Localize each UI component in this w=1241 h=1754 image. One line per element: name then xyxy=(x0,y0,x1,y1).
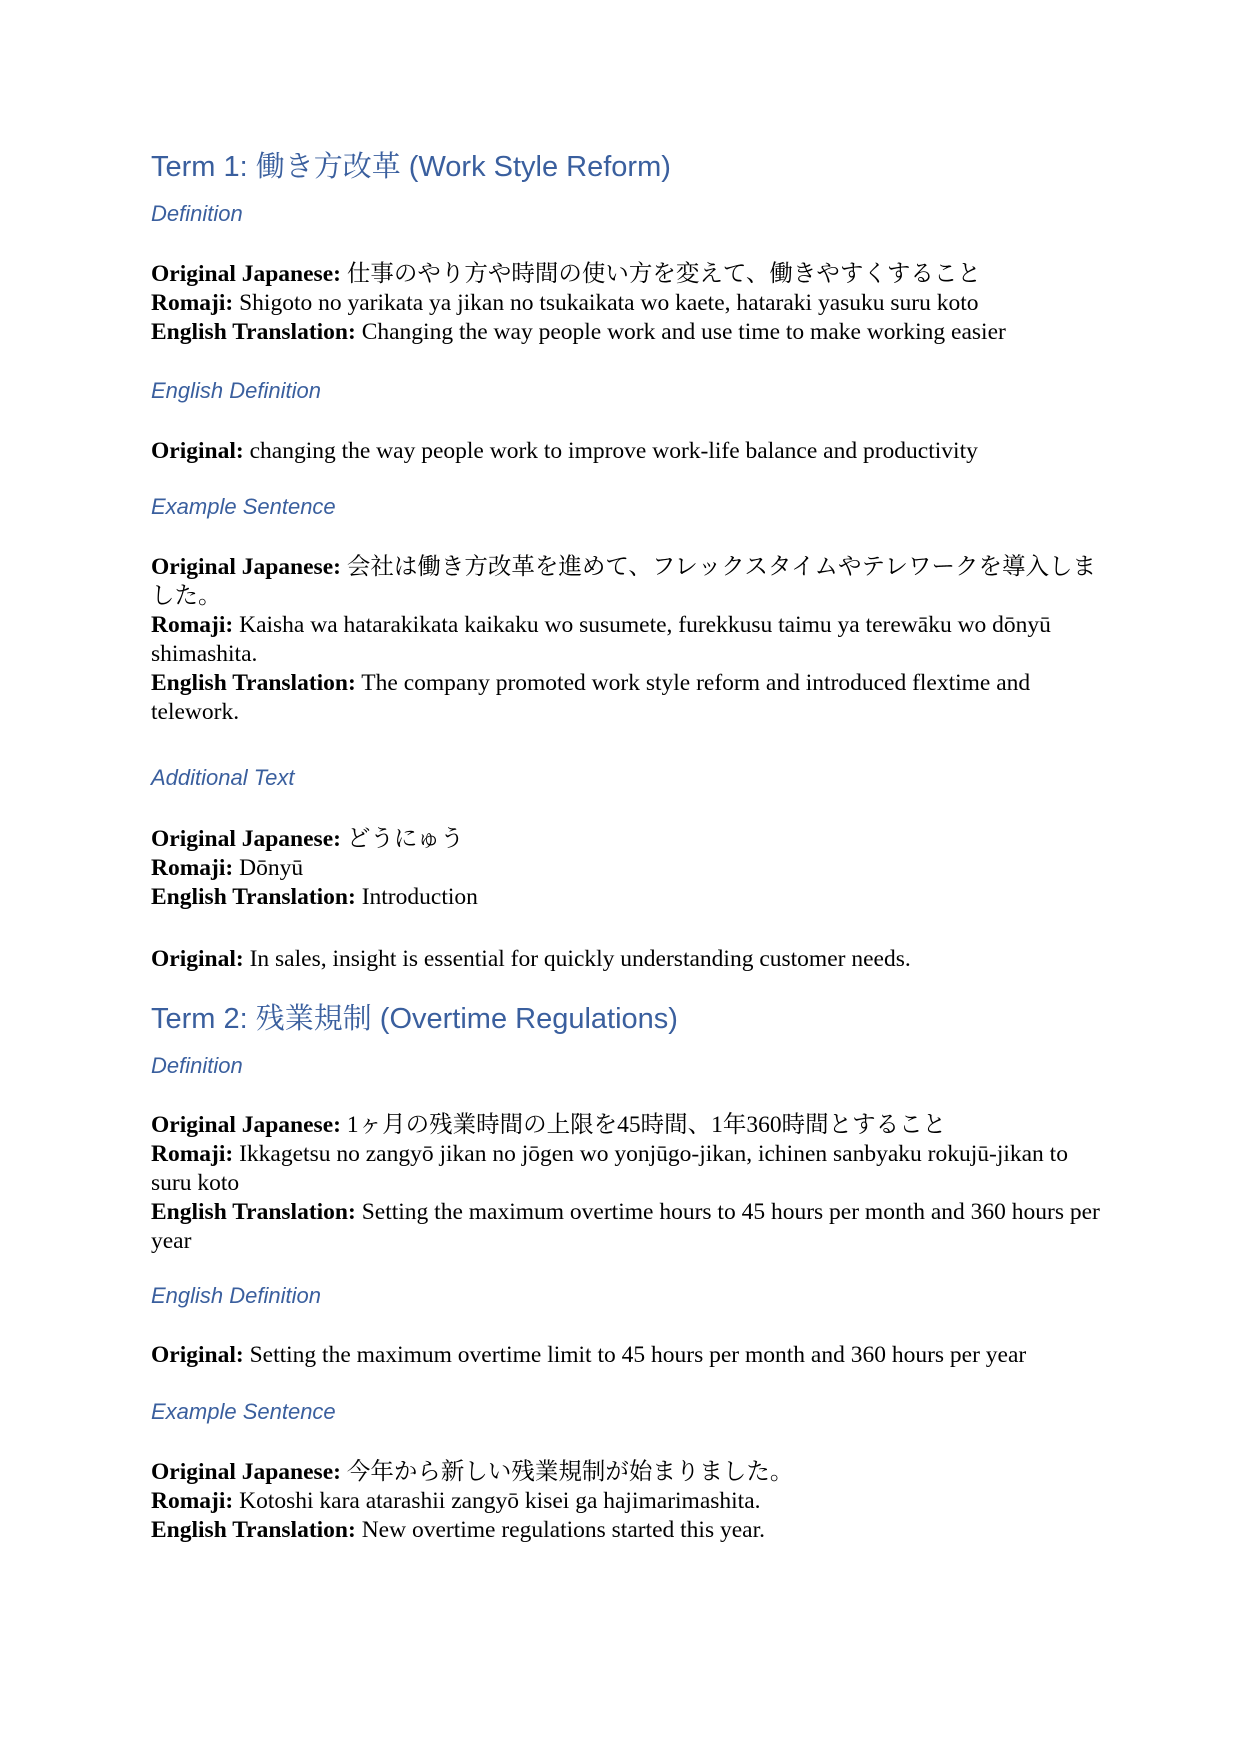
english-line xyxy=(151,1516,1101,1545)
english-text: Introduction xyxy=(361,884,478,910)
original-line xyxy=(151,945,1101,974)
original-line xyxy=(151,1341,1101,1370)
original-text: Setting the maximum overtime limit to 45 hours per month and 360 hours per year xyxy=(249,1342,1027,1368)
english-line xyxy=(151,669,1101,727)
term-1-definition-heading: Definition xyxy=(151,201,243,226)
japanese-line xyxy=(151,1458,1101,1487)
term-1-additional-original-block xyxy=(151,945,1101,974)
term-1-english-definition-heading: English Definition xyxy=(151,378,321,403)
romaji-text: Dōnyū xyxy=(239,855,304,881)
japanese-line xyxy=(151,260,1101,289)
romaji-line xyxy=(151,1140,1101,1198)
term-1-additional-block xyxy=(151,825,1101,912)
romaji-label: Romaji: xyxy=(151,1488,234,1514)
english-label: English Translation: xyxy=(151,1517,356,1543)
term-1-additional-heading: Additional Text xyxy=(151,765,295,790)
japanese-label: Original Japanese: xyxy=(151,554,341,580)
japanese-text: 仕事のやり方や時間の使い方を変えて、働きやすくすること xyxy=(346,261,981,287)
english-label: English Translation: xyxy=(151,319,356,345)
japanese-label: Original Japanese: xyxy=(151,1112,341,1138)
romaji-text: Ikkagetsu no zangyō jikan no jōgen wo yonjūgo-jikan, ichinen sanbyaku rokujū-jikan to suru koto xyxy=(151,1141,1068,1196)
japanese-line xyxy=(151,825,1101,854)
romaji-line xyxy=(151,854,1101,883)
term-2-title: Term 2: 残業規制 (Overtime Regulations) xyxy=(151,1003,678,1035)
romaji-label: Romaji: xyxy=(151,1141,234,1167)
romaji-label: Romaji: xyxy=(151,855,234,881)
romaji-line xyxy=(151,611,1101,669)
english-label: English Translation: xyxy=(151,1199,356,1225)
romaji-text: Kaisha wa hatarakikata kaikaku wo susumete, furekkusu taimu ya terewāku wo dōnyū shimashita. xyxy=(151,612,1051,667)
english-line xyxy=(151,883,1101,912)
japanese-text: どうにゅう xyxy=(346,826,464,852)
original-text: changing the way people work to improve work-life balance and productivity xyxy=(249,438,978,464)
romaji-line xyxy=(151,289,1101,318)
term-2-definition-heading: Definition xyxy=(151,1053,243,1078)
japanese-text: 今年から新しい残業規制が始まりました。 xyxy=(346,1459,794,1485)
term-2-english-definition-block xyxy=(151,1341,1101,1370)
romaji-label: Romaji: xyxy=(151,612,234,638)
english-text: The company promoted work style reform and introduced flextime and telework. xyxy=(151,670,1031,725)
romaji-label: Romaji: xyxy=(151,290,234,316)
term-1-example-block xyxy=(151,553,1101,727)
japanese-text: 1ヶ月の残業時間の上限を45時間、1年360時間とすること xyxy=(346,1112,947,1138)
japanese-label: Original Japanese: xyxy=(151,1459,341,1485)
japanese-line xyxy=(151,553,1101,611)
term-1-example-heading: Example Sentence xyxy=(151,494,336,519)
english-label: English Translation: xyxy=(151,884,356,910)
english-text: Setting the maximum overtime hours to 45 hours per month and 360 hours per year xyxy=(151,1199,1100,1254)
original-line xyxy=(151,437,1101,466)
english-line xyxy=(151,1198,1101,1256)
term-2-example-heading: Example Sentence xyxy=(151,1399,336,1424)
original-text: In sales, insight is essential for quickly understanding customer needs. xyxy=(249,946,911,972)
english-line xyxy=(151,318,1101,347)
original-label: Original: xyxy=(151,946,244,972)
japanese-text: 会社は働き方改革を進めて、フレックスタイムやテレワークを導入しました。 xyxy=(151,554,1097,609)
term-2-example-block xyxy=(151,1458,1101,1545)
japanese-line xyxy=(151,1111,1101,1140)
term-1-english-definition-block xyxy=(151,437,1101,466)
english-text: Changing the way people work and use time to make working easier xyxy=(361,319,1006,345)
term-2-definition-block xyxy=(151,1111,1101,1256)
original-label: Original: xyxy=(151,438,244,464)
japanese-label: Original Japanese: xyxy=(151,826,341,852)
original-label: Original: xyxy=(151,1342,244,1368)
romaji-text: Shigoto no yarikata ya jikan no tsukaikata wo kaete, hataraki yasuku suru koto xyxy=(239,290,979,316)
english-label: English Translation: xyxy=(151,670,356,696)
term-2-english-definition-heading: English Definition xyxy=(151,1283,321,1308)
term-1-definition-block xyxy=(151,260,1101,347)
japanese-label: Original Japanese: xyxy=(151,261,341,287)
english-text: New overtime regulations started this year. xyxy=(361,1517,766,1543)
romaji-line xyxy=(151,1487,1101,1516)
romaji-text: Kotoshi kara atarashii zangyō kisei ga hajimarimashita. xyxy=(239,1488,761,1514)
term-1-title: Term 1: 働き方改革 (Work Style Reform) xyxy=(151,151,671,183)
